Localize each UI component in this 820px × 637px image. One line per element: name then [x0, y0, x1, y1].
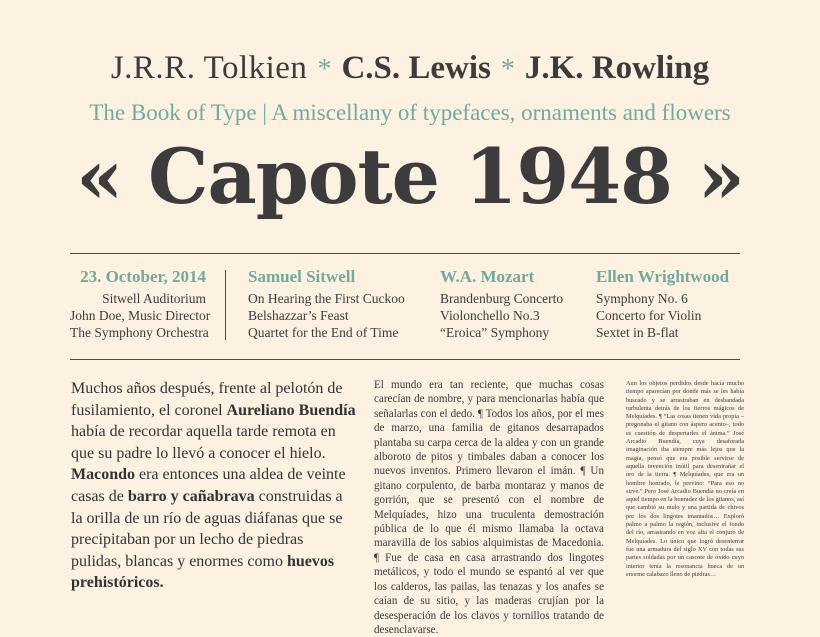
composer-name: Samuel Sitwell: [248, 267, 356, 286]
author-tolkien: J.R.R. Tolkien: [110, 50, 308, 86]
text-run: había de recordar aquella tarde remota en que su padre lo llevó a conocer el hielo.: [71, 423, 336, 462]
event-venue: Sitwell Auditorium: [102, 291, 206, 306]
composer-name: W.A. Mozart: [440, 267, 535, 286]
piece-title: Symphony No. 6: [596, 291, 688, 306]
piece-title: Concerto for Violin: [596, 308, 702, 323]
body-paragraph-large: [71, 378, 357, 594]
author-rowling: J.K. Rowling: [524, 50, 710, 86]
composer-column-wrightwood: [596, 266, 729, 341]
asterisk-ornament-icon: *: [500, 54, 515, 85]
event-orchestra: The Symphony Orchestra: [70, 325, 209, 340]
text-run: Muchos años después, frente al pelotón de fusilamiento, el coronel: [71, 380, 343, 419]
bold-run: Aureliano Buendía: [226, 401, 356, 419]
column-divider: [225, 270, 226, 340]
author-lewis: C.S. Lewis: [341, 50, 491, 86]
event-date: 23. October, 2014: [80, 267, 206, 286]
bold-run: huevos prehistóricos.: [71, 552, 335, 592]
text-run: era entonces una aldea de veinte casas de: [71, 466, 346, 505]
bold-run: barro y cañabrava: [127, 487, 255, 505]
event-director: John Doe, Music Director: [70, 308, 211, 323]
piece-title: Belshazzar’s Feast: [248, 308, 349, 323]
text-run: construidas a la orilla de un río de aguas diáfanas que se precipitaban por un lecho de piedras pulidas, blancas y enormes como: [71, 487, 343, 570]
piece-title: “Eroica” Symphony: [440, 325, 550, 340]
composer-column-sitwell: [248, 266, 405, 341]
divider-bottom: [70, 359, 740, 360]
events-section: [70, 266, 740, 346]
headline: « Capote 1948 »: [76, 132, 744, 221]
asterisk-ornament-icon: *: [317, 54, 332, 85]
piece-title: Sextet in B-flat: [596, 325, 679, 340]
body-paragraph-small: Aun los objetos perdidos desde hacía mucho tiempo aparecían por donde más se les había buscado y se arrastraban en desbandada turbulenta detrás de los fierros mágicos de Melquíades. ¶ “Las cosas tienen vida propia –pregonaba el gitano con áspero acento–, todo es cuestión de despertarles el ánima.” José Arcadio Buendía, cuya desaforada imaginación iba siempre más lejos que la magia, pensó que era posible servirse de aquella invención inútil para desentrañar el oro de la tierra. ¶ Melquíades, que era un hombre honrado, le previno: “Para eso no sirve.” Pero José Arcadio Buendía no creía en aquel tiempo en la honradez de los gitanos, así que cambió su mulo y una partida de chivos por los dos lingotes imantados… Exploró palmo a palmo la región, inclusive el fondo del río, arrastrando en voz alta el conjuro de Melquíades. Lo único que logró desenterrar fue una armadura del siglo XV con todas sus partes soldadas por un cascote de óxido cuyo interior tenía la resonancia hueca de un enorme calabazo lleno de piedras…: [626, 380, 744, 578]
authors-line: [0, 46, 820, 92]
composer-column-mozart: [440, 266, 563, 341]
subtitle: The Book of Type | A miscellany of typefaces, ornaments and flowers: [89, 100, 731, 125]
piece-title: Quartet for the End of Time: [248, 325, 399, 340]
body-paragraph-medium: El mundo era tan reciente, que muchas cosas carecían de nombre, y para mencionarlas había que señalarlas con el dedo. ¶ Todos los años, por el mes de marzo, una familia de gitanos desarrapados plantaba su carpa cerca de la aldea y con un grande alboroto de pitos y timbales daban a conocer los nuevos inventos. Primero llevaron el imán. ¶ Un gitano corpulento, de barba montaraz y manos de gorrión, que se presentó con el nombre de Melquíades, hizo una truculenta demostración pública de lo que él mismo llamaba la octava maravilla de los sabios alquimistas de Macedonia. ¶ Fue de casa en casa arrastrando dos lingotes metálicos, y todo el mundo se espantó al ver que los calderos, las pailas, las tenazas y los anafes se caían de su sitio, y las maderas crujían por la desesperación de los clavos y tornillos tratando de desenclavarse.: [374, 379, 604, 636]
piece-title: Violonchello No.3: [440, 308, 540, 323]
bold-run: Macondo: [71, 466, 135, 484]
piece-title: Brandenburg Concerto: [440, 291, 564, 306]
piece-title: On Hearing the First Cuckoo: [248, 291, 405, 306]
divider-top: [70, 253, 740, 254]
event-date-column: [70, 266, 211, 341]
composer-name: Ellen Wrightwood: [596, 267, 730, 286]
